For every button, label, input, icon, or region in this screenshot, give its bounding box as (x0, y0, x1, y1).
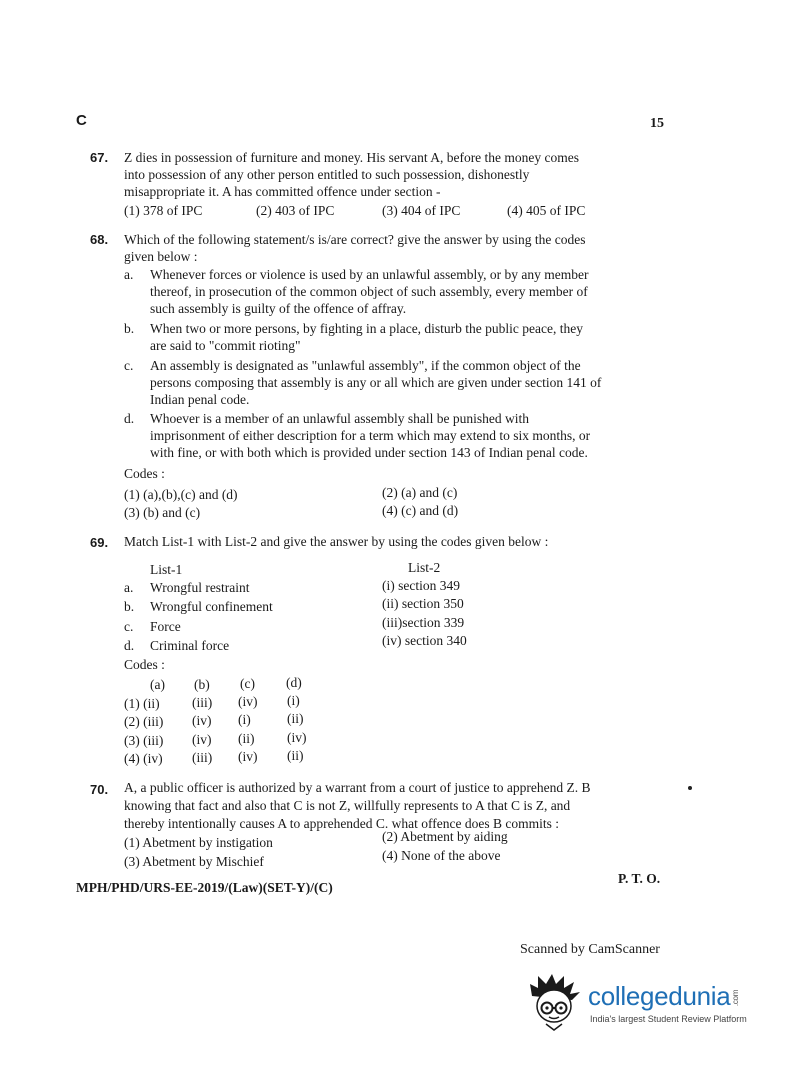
pto-label: P. T. O. (618, 871, 661, 886)
list2-item: (i) section 349 (382, 578, 460, 593)
codes-cell: (iv) (238, 749, 258, 764)
item-label: d. (124, 411, 135, 426)
question-text-line: Match List-1 with List-2 and give the answer by using the codes given below : (124, 534, 549, 549)
list2-item: (iv) section 340 (382, 633, 467, 648)
codes-cell: (i) (238, 712, 251, 727)
codes-cell: (ii) (238, 731, 255, 746)
codes-cell: (i) (287, 693, 300, 708)
item-label: a. (124, 267, 134, 282)
question-text-line: Z dies in possession of furniture and money. His servant A, before the money comes (124, 150, 580, 165)
codes-cell: (1) (ii) (124, 696, 160, 711)
option: (2) (a) and (c) (382, 485, 458, 500)
question-number: 69. (90, 535, 109, 550)
list1-label: a. (124, 580, 134, 595)
codes-cell: (ii) (287, 711, 304, 726)
paper-code: MPH/PHD/URS-EE-2019/(Law)(SET-Y)/(C) (76, 880, 333, 895)
list1-title: List-1 (150, 562, 183, 577)
list1-item: Force (150, 619, 181, 634)
list1-item: Wrongful confinement (150, 599, 273, 614)
question-number: 70. (90, 782, 109, 797)
statement-line: persons composing that assembly is any or all which are given under section 141 of (150, 375, 602, 390)
option: (1) (a),(b),(c) and (d) (124, 487, 238, 502)
codes-cell: (2) (iii) (124, 714, 164, 729)
codes-header: (c) (240, 676, 255, 691)
list1-label: d. (124, 638, 135, 653)
option: (1) Abetment by instigation (124, 835, 273, 850)
codes-cell: (iv) (192, 732, 212, 747)
codes-label: Codes : (124, 466, 165, 481)
option: (2) 403 of IPC (256, 203, 335, 218)
codes-cell: (ii) (287, 748, 304, 763)
option: (2) Abetment by aiding (382, 829, 508, 844)
option: (3) (b) and (c) (124, 505, 201, 520)
codes-cell: (4) (iv) (124, 751, 163, 766)
statement-line: thereof, in prosecution of the common object of such assembly, every member of (150, 284, 588, 299)
statement-line: with fine, or with both which is provided under section 143 of Indian penal code. (150, 445, 588, 460)
page-number: 15 (650, 116, 664, 131)
question-text-line: into possession of any other person entitled to such possession, dishonestly (124, 167, 530, 182)
option: (4) 405 of IPC (507, 203, 586, 218)
statement-line: imprisonment of either description for a term which may extend to six months, or (150, 428, 591, 443)
logo-tagline: India's largest Student Review Platform (590, 1014, 747, 1024)
question-text-line: thereby intentionally causes A to apprehended C. what offence does B commits : (124, 816, 560, 831)
question-text-line: knowing that fact and also that C is not Z, willfully represents to A that C is Z, and (124, 798, 571, 813)
codes-header: (b) (194, 677, 210, 692)
codes-cell: (iv) (287, 730, 307, 745)
list2-item: (iii)section 339 (382, 615, 465, 630)
question-number: 67. (90, 150, 109, 165)
scanner-credit: Scanned by CamScanner (520, 942, 660, 957)
list1-label: c. (124, 619, 134, 634)
statement-line: are said to "commit rioting" (150, 338, 301, 353)
codes-cell: (iii) (192, 750, 213, 765)
list2-item: (ii) section 350 (382, 596, 464, 611)
option: (3) 404 of IPC (382, 203, 461, 218)
codes-cell: (iii) (192, 695, 213, 710)
speck-mark (688, 786, 692, 790)
statement-line: An assembly is designated as "unlawful assembly", if the common object of the (150, 358, 581, 373)
list2-title: List-2 (408, 560, 441, 575)
item-label: c. (124, 358, 134, 373)
list1-item: Wrongful restraint (150, 580, 250, 595)
statement-line: Whoever is a member of an unlawful assembly shall be punished with (150, 411, 530, 426)
codes-label: Codes : (124, 657, 165, 672)
logo-wordmark (588, 981, 745, 1013)
logo-name: collegedunia (588, 981, 731, 1011)
list1-item: Criminal force (150, 638, 230, 653)
question-text-line: Which of the following statement/s is/are correct? give the answer by using the codes (124, 232, 586, 247)
codes-header: (d) (286, 675, 302, 690)
codes-header: (a) (150, 677, 165, 692)
statement-line: Whenever forces or violence is used by an unlawful assembly, or by any member (150, 267, 589, 282)
option: (4) (c) and (d) (382, 503, 459, 518)
statement-line: Indian penal code. (150, 392, 250, 407)
question-text-line: given below : (124, 249, 198, 264)
item-label: b. (124, 321, 135, 336)
question-number: 68. (90, 232, 109, 247)
question-text-line: A, a public officer is authorized by a warrant from a court of justice to apprehend Z. B (124, 780, 591, 795)
list1-label: b. (124, 599, 135, 614)
codes-cell: (iv) (192, 713, 212, 728)
question-text-line: misappropriate it. A has committed offence under section - (124, 184, 441, 199)
codes-cell: (iv) (238, 694, 258, 709)
statement-line: When two or more persons, by fighting in a place, disturb the public peace, they (150, 321, 584, 336)
statement-line: such assembly is guilty of the offence of affray. (150, 301, 407, 316)
option: (3) Abetment by Mischief (124, 854, 264, 869)
option: (4) None of the above (382, 848, 501, 863)
mascot-icon (526, 972, 586, 1036)
logo-suffix: .com (731, 990, 741, 1007)
section-letter: C (76, 112, 87, 129)
option: (1) 378 of IPC (124, 203, 203, 218)
codes-cell: (3) (iii) (124, 733, 164, 748)
